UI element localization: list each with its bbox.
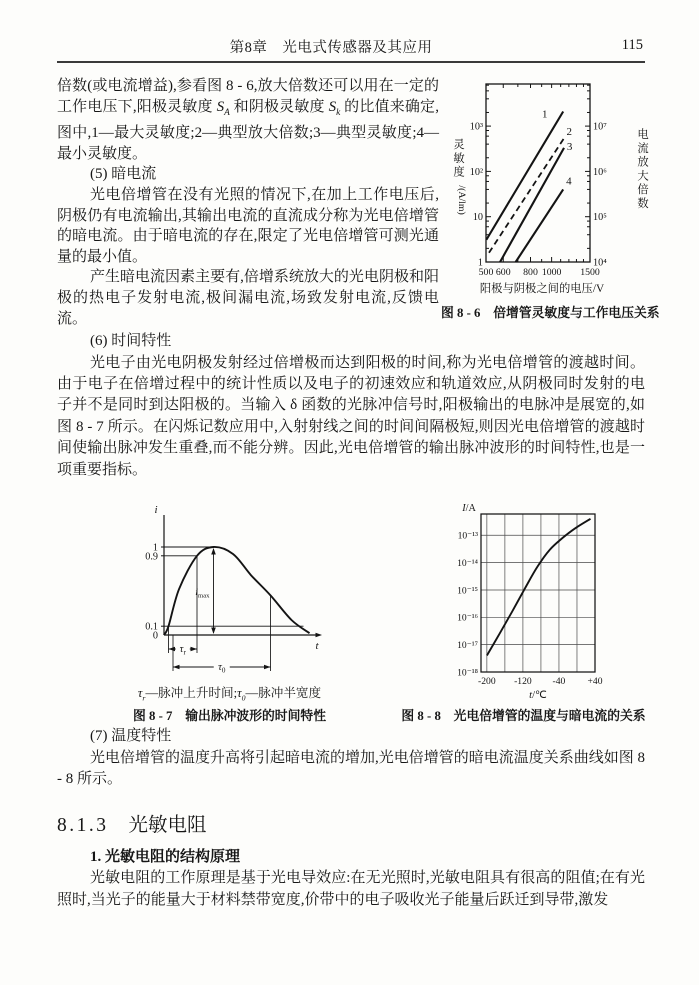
svg-text:τr: $\tau_r$ [179,643,186,657]
chapter-title: 第8章 光电式传感器及其应用 [229,40,433,56]
svg-text:10³: 10³ [470,121,484,133]
fig-8-8-caption: 图 8 - 8 光电倍增管的温度与暗电流的关系 [401,709,646,724]
figure-8-6-block [439,76,660,329]
svg-text:10⁻¹³: 10⁻¹³ [457,531,478,543]
temperature-heading: (7) 温度特性 [90,728,172,745]
fig-8-6-chart [446,76,654,298]
svg-text:10⁷: 10⁷ [593,121,608,133]
svg-text:1: 1 [542,108,548,121]
svg-text:-40: -40 [552,676,565,688]
fig-8-7-diagram [124,493,336,681]
svg-text:放: 放 [637,156,649,169]
photoresistor-subheading: 1. 光敏电阻的结构原理 [90,848,241,865]
svg-text:10²: 10² [470,166,484,178]
page-header [57,36,645,58]
svg-text:10⁻¹⁴: 10⁻¹⁴ [456,558,478,570]
svg-text:3: 3 [567,140,573,153]
svg-text:1500: 1500 [580,267,601,278]
svg-text:10⁻¹⁵: 10⁻¹⁵ [456,585,478,597]
svg-text:度: 度 [453,166,465,179]
photoresistor-section [57,847,645,911]
svg-text:10⁵: 10⁵ [593,212,608,224]
left-text-column [57,76,439,329]
dark-current-heading: (5) 暗电流 [90,166,157,183]
page-number: 115 [621,37,643,53]
dark-current-paragraph-1: 光电倍增管在没有光照的情况下,在加上工作电压后,阴极仍有电流输出,其输出电流的直流成分称为光电倍增管的暗电流。由于暗电流的存在,限定了光电倍增管可测光通量的最小值。 [57,186,439,265]
svg-text:敏: 敏 [453,152,465,165]
fig-8-7-caption: 图 8 - 7 输出脉冲波形的时间特性 [132,709,326,724]
fig-8-7-legend: $\tau_r—$脉冲上升时间$;\tau_0—$脉冲半宽度 [137,685,322,703]
svg-text:500: 500 [478,267,494,278]
header-rule [57,61,645,63]
svg-text:600: 600 [496,267,511,278]
svg-text:2: 2 [566,125,573,138]
svg-text:电: 电 [637,129,649,141]
tau-r-symbol: $\tau_r$ [137,685,146,703]
top-section [57,76,660,329]
svg-text:10⁴: 10⁴ [593,257,608,269]
plot-frame [486,84,590,262]
time-paragraph: 光电子由光电阴极发射经过倍增极而达到阳极的时间,称为光电倍增管的渡越时间。由于电子在倍增过程中的统计性质以及电子的初速效应和轨道效应,从阴极同时发射的电子并不是同时到达阳极的。当输入 δ 函数的光脉冲信号时,阳极输出的电脉冲是展宽的,如图 8 - 7 所示。在闪烁记数应用中,入射射线之间的时间间隔极短,则因光电倍增管的渡越时间使输出脉冲发生重叠,而不能分辨。因此,光电倍增管的输出脉冲波形的时间特性,也是一项重要指标。 [57,354,645,478]
temperature-section [57,726,645,790]
svg-text:1000: 1000 [542,267,562,278]
pulse-curve [164,547,310,635]
svg-text:0.9: 0.9 [144,551,158,563]
section-number: 8.1.3 [57,814,109,836]
svg-text:τ0: $\tau_0$ [217,661,225,675]
svg-text:imax: $i_{max}$ [194,586,209,600]
figures-row [57,493,645,725]
temperature-paragraph: 光电倍增管的温度升高将引起暗电流的增加,光电倍增管的暗电流温度关系曲线如图 8 - 8 所示。 [57,749,646,788]
figure-8-8-block [402,502,645,724]
intro-paragraph: 倍数(或电流增益),参看图 8 - 6,放大倍数还可以用在一定的工作电压下,阳极灵敏度 $S_A$ 和阴极灵敏度 $S_k$ 的比值来确定,图中,1—最大灵敏度;2—典型放大倍数;3—典型灵敏度;4—最小灵敏度。 [57,78,439,162]
svg-text:大: 大 [637,170,649,183]
svg-text:阳极与阴极之间的电压/V: 阳极与阴极之间的电压/V [480,283,605,295]
svg-text:/(A/lm): /(A/lm) [456,185,468,215]
svg-text:I/A: I/A [461,503,476,515]
dark-current-paragraph-2: 产生暗电流因素主要有,倍增系统放大的光电阴极和阳极的热电子发射电流,极间漏电流,场致发射电流,反馈电流。 [57,269,439,327]
svg-text:灵: 灵 [453,139,465,151]
section-8-1-3-heading [57,809,645,837]
svg-text:10: 10 [473,212,484,224]
svg-text:4: 4 [566,175,572,188]
time-heading: (6) 时间特性 [90,333,172,350]
svg-text:-200: -200 [477,676,496,688]
series-line-2 [489,138,564,253]
svg-text:t: t [314,639,319,652]
figure-8-7-block [57,493,402,725]
svg-text:流: 流 [637,142,649,155]
svg-text:0.1: 0.1 [144,621,158,633]
section-title: 光敏电阻 [128,814,207,836]
time-section [57,331,645,481]
svg-text:1: 1 [152,542,158,554]
svg-text:-120: -120 [513,676,532,688]
fig-8-8-chart [435,502,613,702]
svg-text:倍: 倍 [637,184,649,197]
dark-current-curve [486,519,590,656]
svg-text:i: i [153,503,158,516]
svg-text:10⁻¹⁸: 10⁻¹⁸ [456,667,478,679]
tau-0-symbol: $\tau_0$ [237,685,246,703]
svg-text:t/℃: t/℃ [528,690,547,702]
svg-text:数: 数 [637,198,649,210]
symbol-sensitivity-anode: $S_A$ [216,98,230,118]
photoresistor-paragraph: 光敏电阻的工作原理是基于光电导效应:在无光照时,光敏电阻具有很高的阻值;在有光照时,当光子的能量大于材料禁带宽度,价带中的电子吸收光子能量后跃迁到导带,激发 [57,870,645,908]
fig-8-6-caption: 图 8 - 6 倍增管灵敏度与工作电压关系 [441,306,660,320]
svg-text:1: 1 [478,257,484,269]
series-line-1 [487,112,564,240]
svg-text:10⁻¹⁷: 10⁻¹⁷ [456,640,478,652]
svg-text:+40: +40 [586,676,603,688]
svg-text:0: 0 [152,630,158,642]
plot-frame [481,514,595,672]
svg-text:10⁶: 10⁶ [593,166,608,178]
svg-text:10⁻¹⁶: 10⁻¹⁶ [456,613,478,625]
svg-text:800: 800 [523,267,539,278]
symbol-sensitivity-cathode: $S_k$ [328,98,341,118]
